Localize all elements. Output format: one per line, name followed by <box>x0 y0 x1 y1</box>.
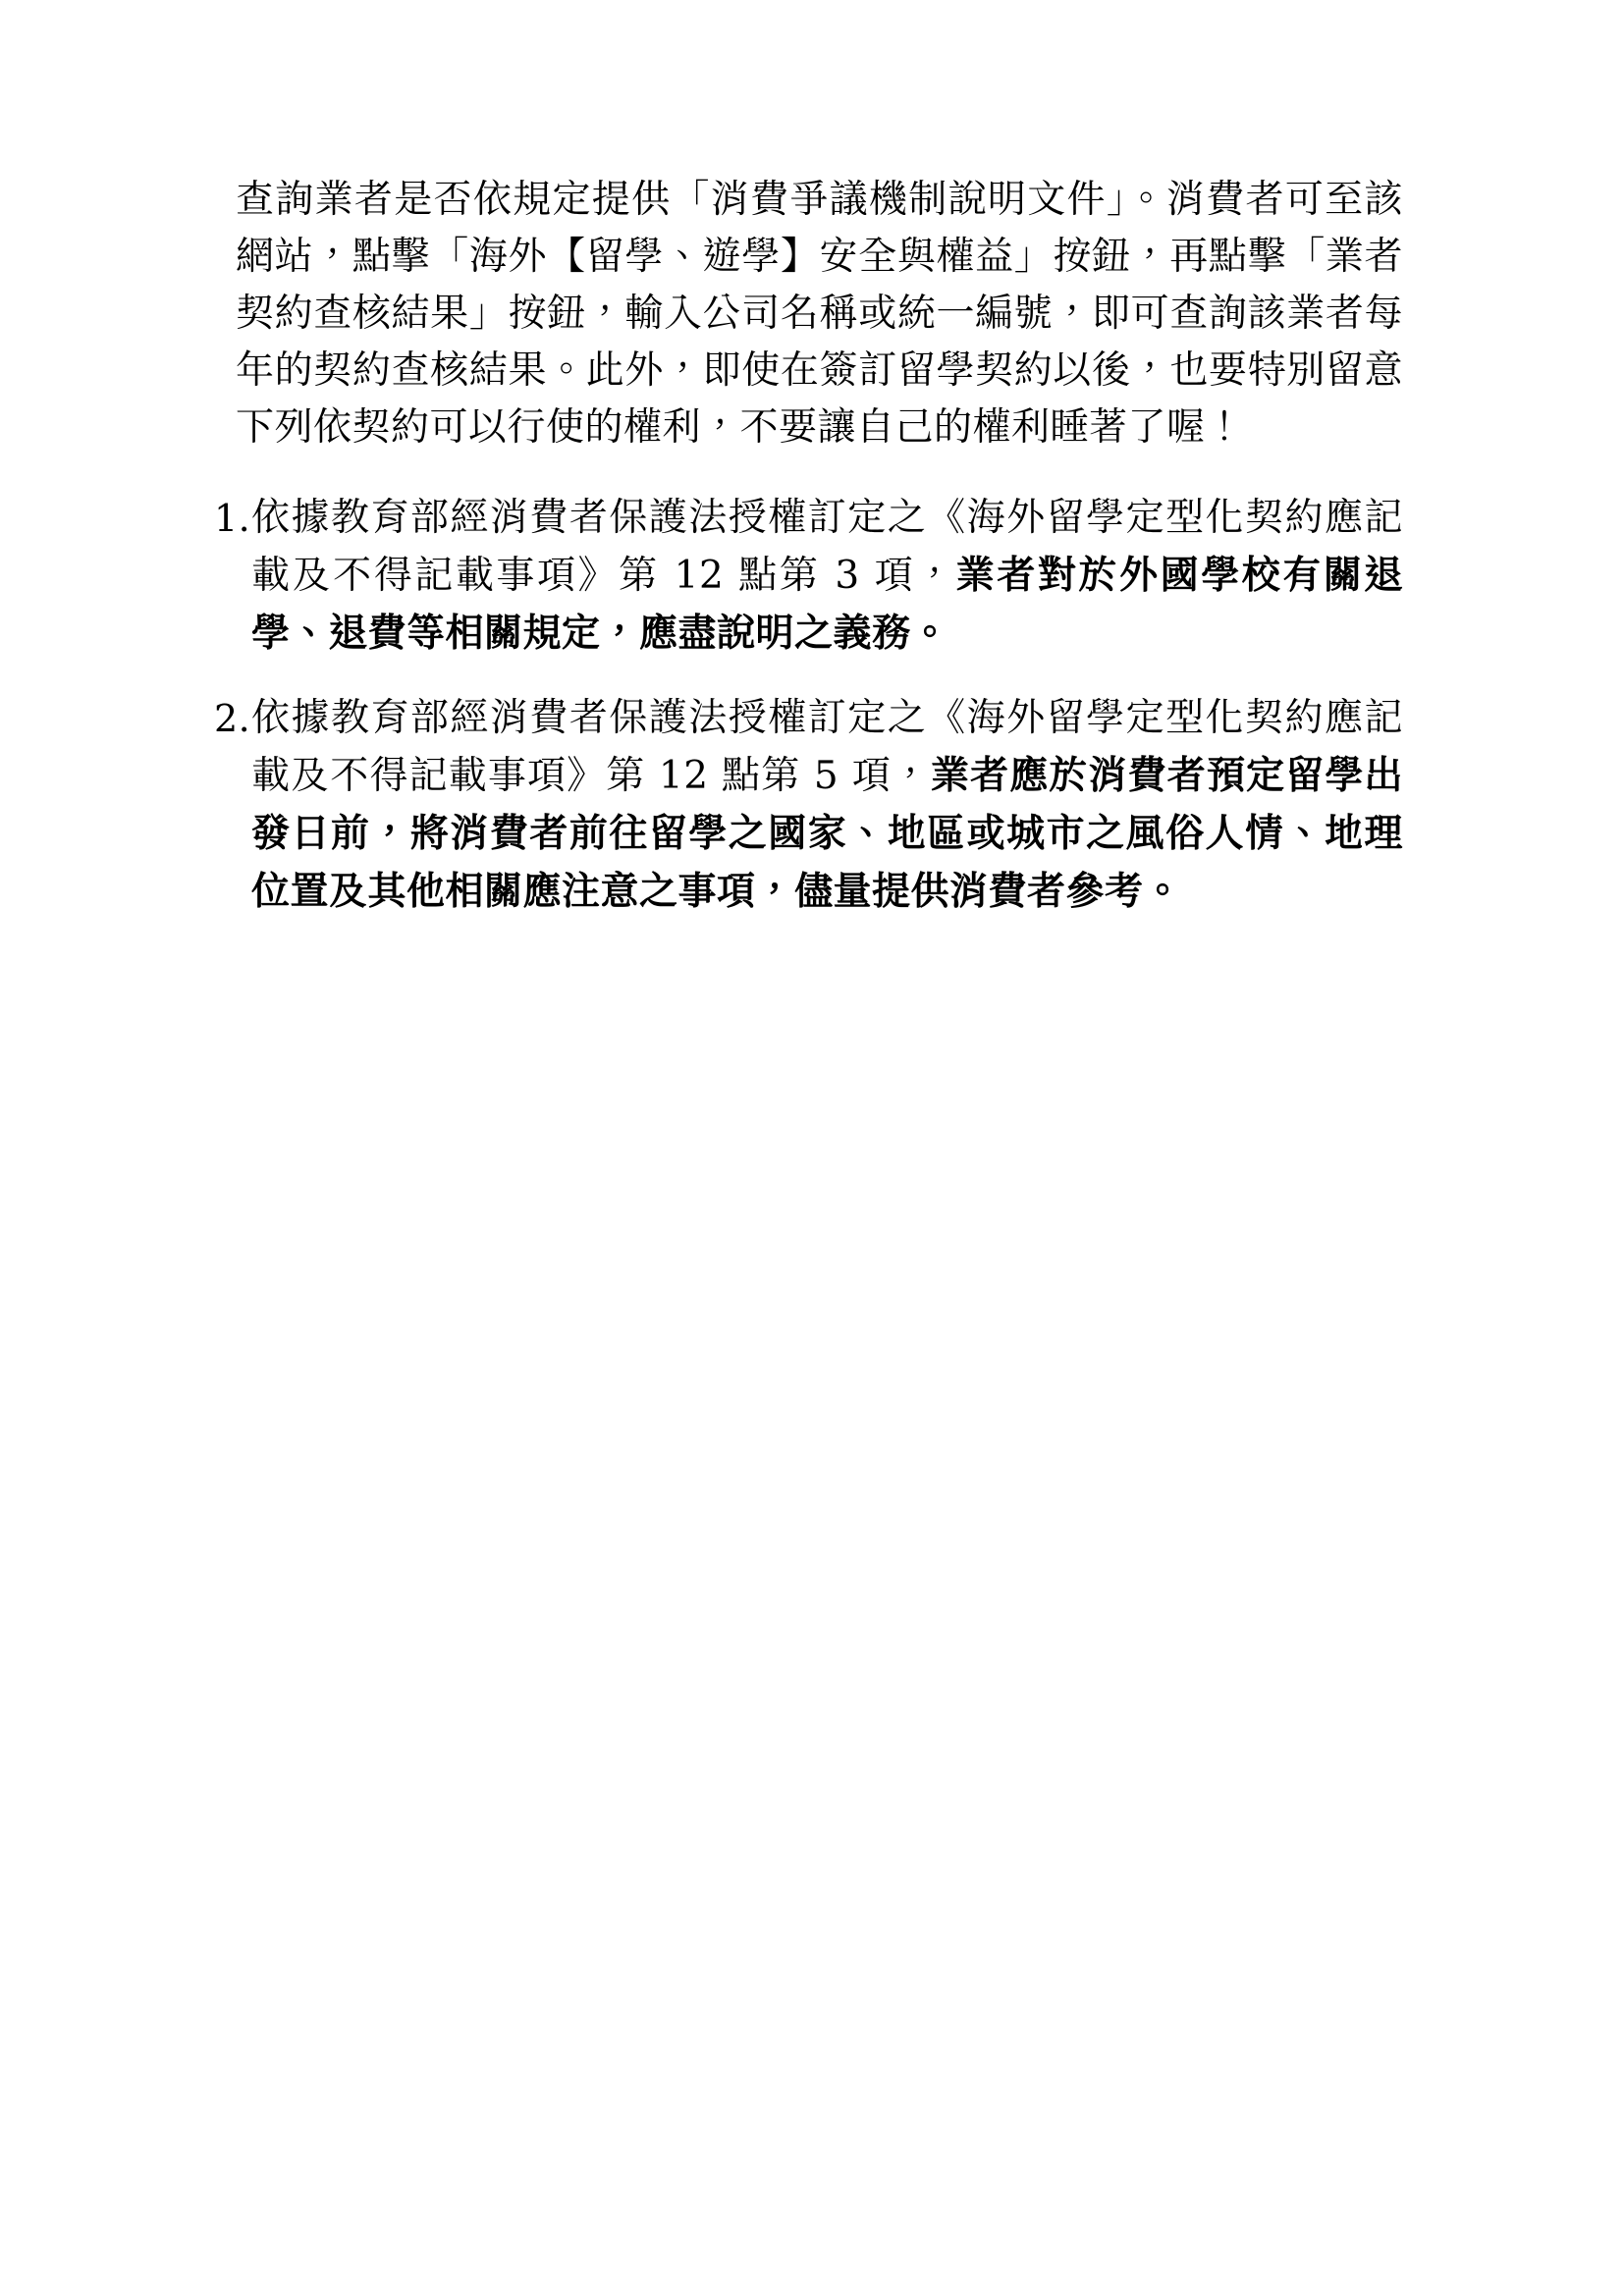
list-item-body <box>251 490 1403 663</box>
list-item <box>214 690 1403 921</box>
numbered-list <box>214 490 1403 921</box>
list-item-marker: 1. <box>214 497 251 540</box>
list-item-text: 依據教育部經消費者保護法授權訂定之《海外留學定型化契約應記載及不得記載事項》第 12 點第 3 項， <box>251 496 1403 598</box>
list-item-marker: 2. <box>214 697 251 740</box>
list-item-text: 依據教育部經消費者保護法授權訂定之《海外留學定型化契約應記載及不得記載事項》第 12 點第 5 項， <box>251 696 1403 798</box>
intro-paragraph: 查詢業者是否依規定提供「消費爭議機制說明文件」。消費者可至該網站，點擊「海外【留學、遊學】安全與權益」按鈕，再點擊「業者契約查核結果」按鈕，輸入公司名稱或統一編號，即可查詢該業者每年的契約查核結果。此外，即使在簽訂留學契約以後，也要特別留意下列依契約可以行使的權利，不要讓自己的權利睡著了喔！ <box>236 178 1403 450</box>
list-item-body <box>251 690 1403 921</box>
list-item <box>214 490 1403 663</box>
list-item-emphasis: 業者應於消費者預定留學出發日前，將消費者前往留學之國家、地區或城市之風俗人情、地理位置及其他相關應注意之事項，儘量提供消費者參考。 <box>251 753 1403 914</box>
list-item-emphasis: 業者對於外國學校有關退學、退費等相關規定，應盡說明之義務。 <box>251 553 1403 656</box>
